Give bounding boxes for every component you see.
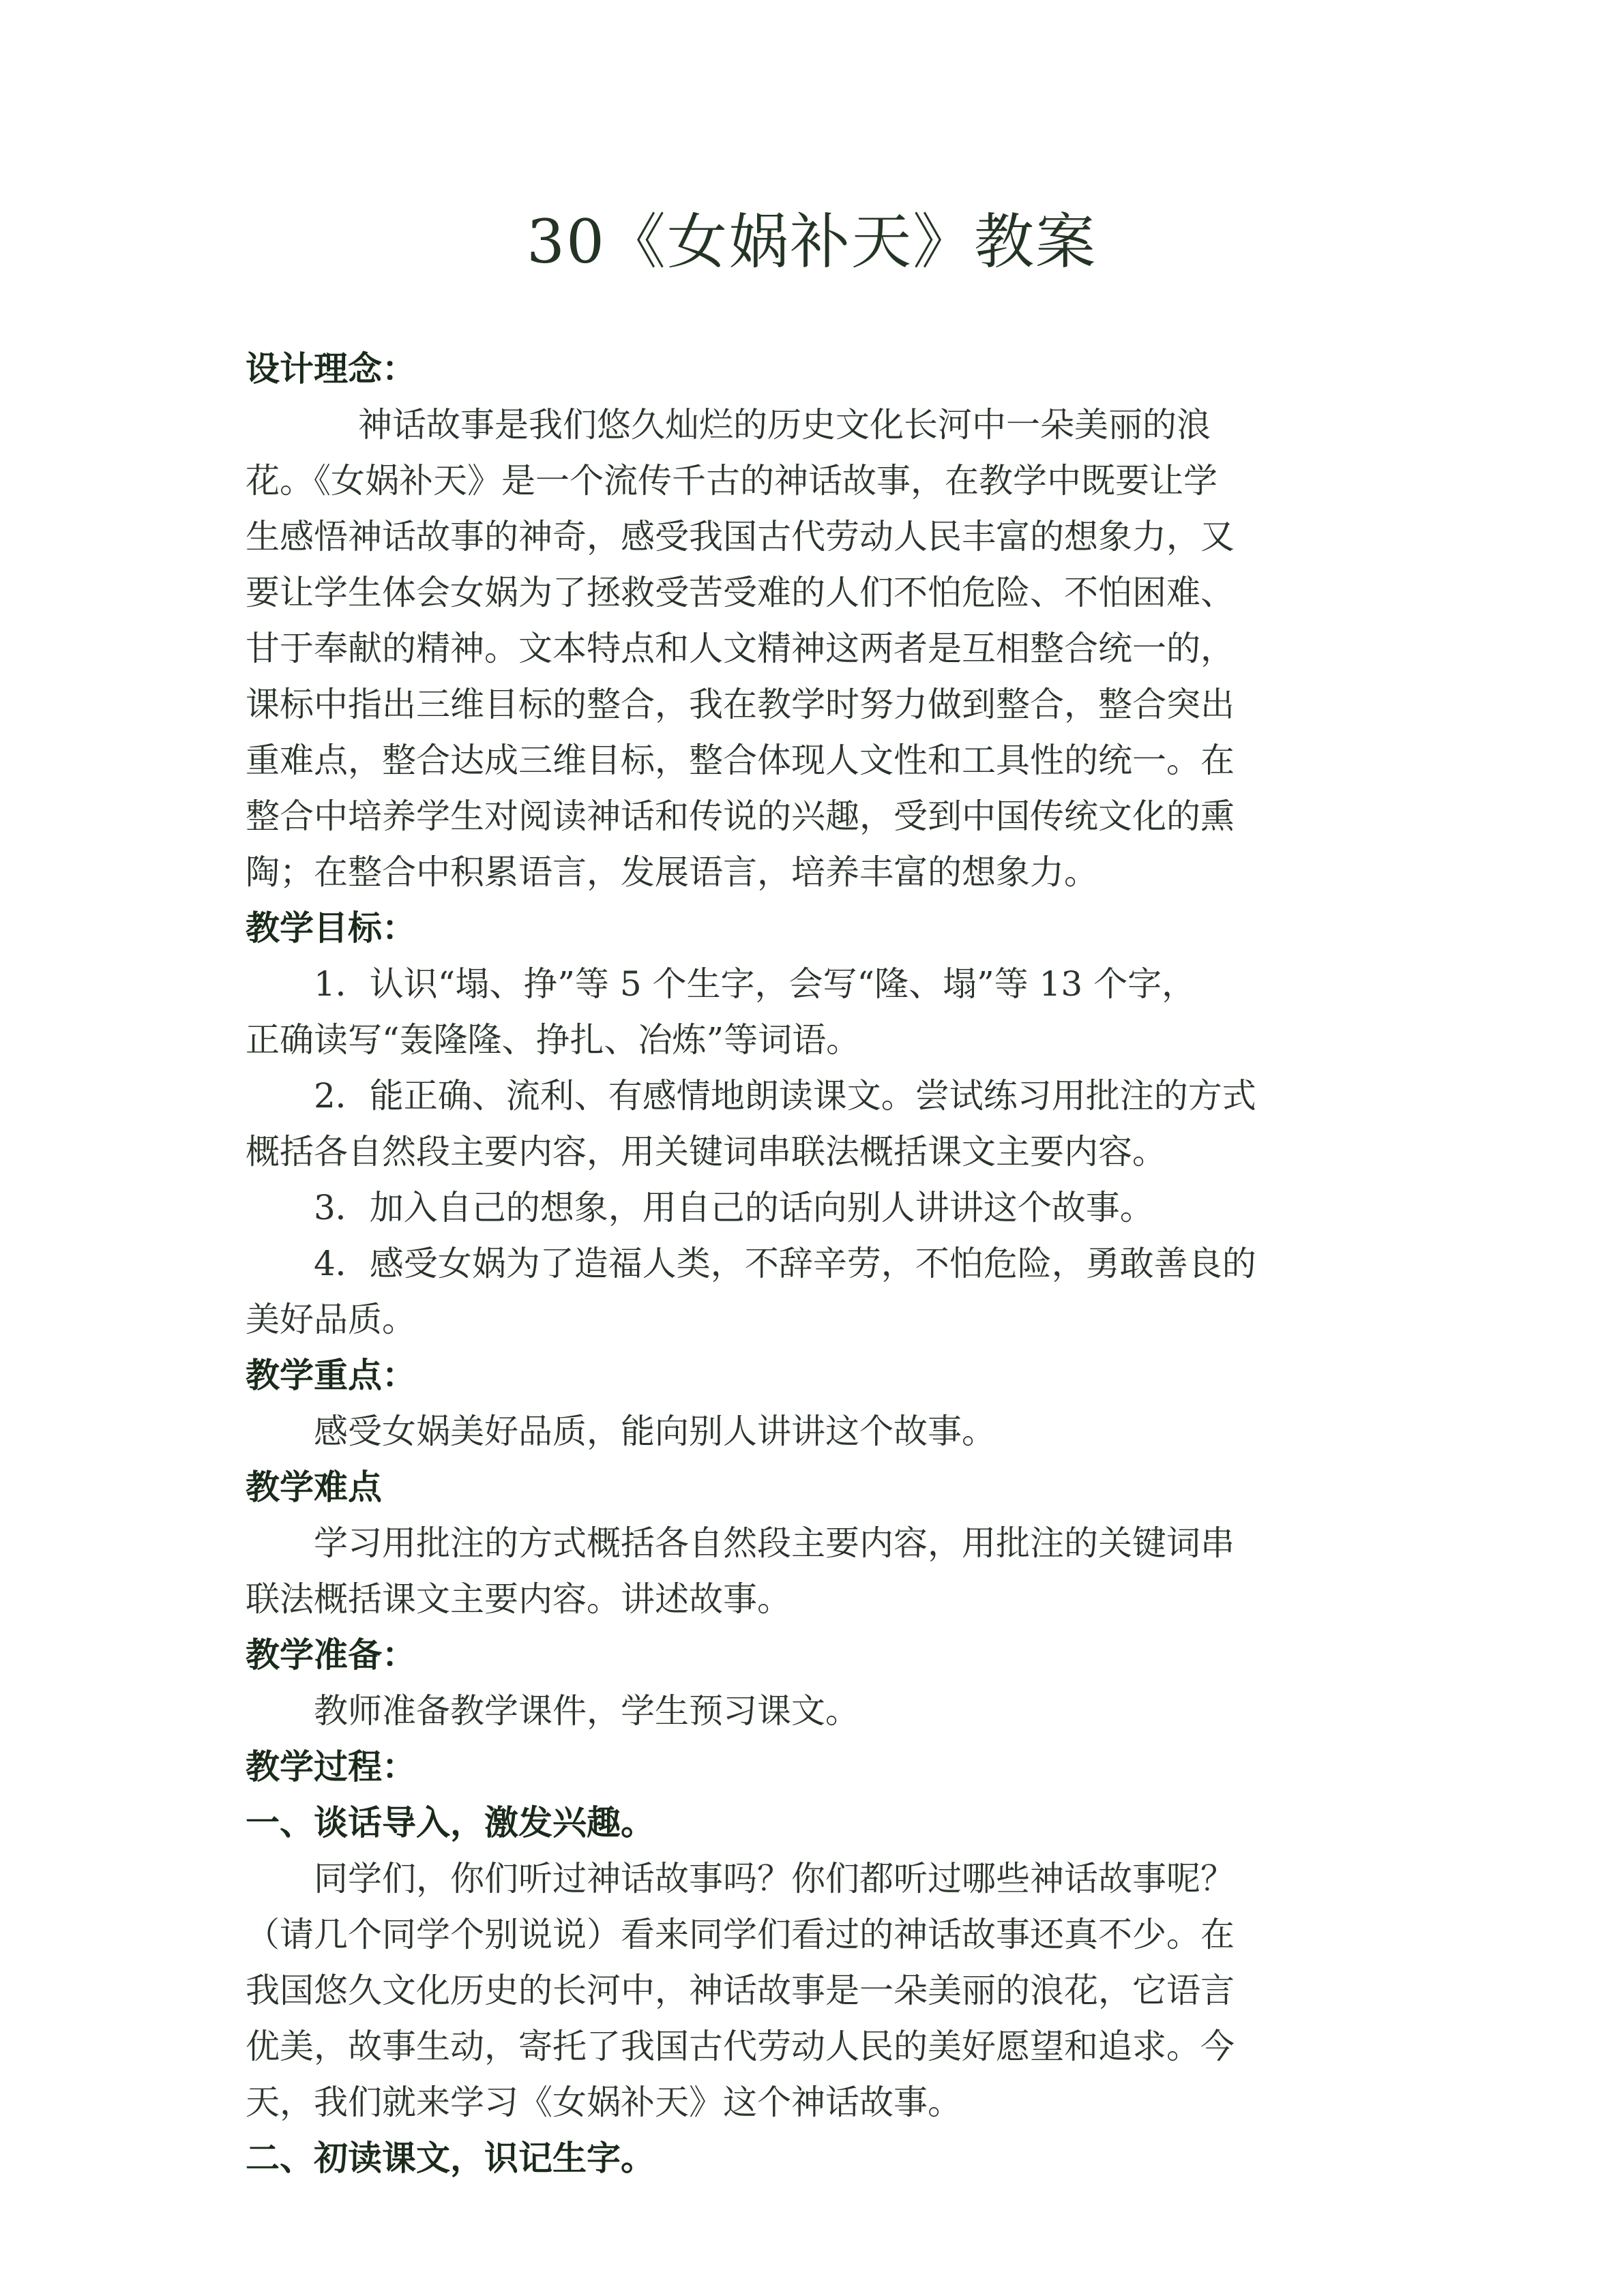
paragraph-line: 整合中培养学生对阅读神话和传说的兴趣，受到中国传统文化的熏 xyxy=(246,796,1235,836)
paragraph-line: 陶；在整合中积累语言，发展语言，培养丰富的想象力。 xyxy=(246,852,1098,892)
paragraph-line: 联法概括课文主要内容。讲述故事。 xyxy=(246,1579,791,1619)
paragraph-line: 生感悟神话故事的神奇，感受我国古代劳动人民丰富的想象力，又 xyxy=(246,517,1235,556)
paragraph-line: 学习用批注的方式概括各自然段主要内容，用批注的关键词串 xyxy=(314,1523,1235,1563)
paragraph-line: 同学们，你们听过神话故事吗？你们都听过哪些神话故事呢？ xyxy=(314,1859,1235,1898)
document-body xyxy=(246,341,1391,2186)
paragraph-line: 天，我们就来学习《女娲补天》这个神话故事。 xyxy=(246,2083,962,2122)
paragraph-line: 花。《女娲补天》是一个流传千古的神话故事，在教学中既要让学 xyxy=(246,461,1217,501)
paragraph-line: 美好品质。 xyxy=(246,1300,416,1339)
paragraph-line: 课标中指出三维目标的整合，我在教学时努力做到整合，整合突出 xyxy=(246,685,1235,724)
section-heading: 二、初读课文，识记生字。 xyxy=(246,2138,655,2178)
paragraph-line: 概括各自然段主要内容，用关键词串联法概括课文主要内容。 xyxy=(246,1132,1166,1172)
paragraph-line: 4．感受女娲为了造福人类，不辞辛劳，不怕危险，勇敢善良的 xyxy=(314,1244,1256,1283)
paragraph-line: 感受女娲美好品质，能向别人讲讲这个故事。 xyxy=(314,1412,996,1451)
paragraph-line: 1．认识“塌、挣”等 5 个生字，会写“隆、塌”等 13 个字， xyxy=(314,964,1196,1004)
paragraph-line: 教师准备教学课件，学生预习课文。 xyxy=(314,1691,859,1731)
section-heading: 设计理念： xyxy=(246,349,416,389)
document-title: 30《女娲补天》教案 xyxy=(527,207,1097,277)
paragraph-line: （请几个同学个别说说）看来同学们看过的神话故事还真不少。在 xyxy=(246,1915,1235,1954)
section-heading: 教学过程： xyxy=(246,1747,416,1787)
section-heading: 教学准备： xyxy=(246,1635,416,1675)
paragraph-line: 要让学生体会女娲为了拯救受苦受难的人们不怕危险、不怕困难、 xyxy=(246,573,1235,612)
section-heading: 教学难点 xyxy=(246,1467,382,1507)
section-heading: 一、谈话导入，激发兴趣。 xyxy=(246,1803,655,1843)
paragraph-line: 3．加入自己的想象，用自己的话向别人讲讲这个故事。 xyxy=(314,1188,1154,1227)
section-heading: 教学重点： xyxy=(246,1356,416,1395)
paragraph-line: 2．能正确、流利、有感情地朗读课文。尝试练习用批注的方式 xyxy=(314,1076,1256,1116)
paragraph-line: 神话故事是我们悠久灿烂的历史文化长河中一朵美丽的浪 xyxy=(358,405,1211,445)
paragraph-line: 我国悠久文化历史的长河中，神话故事是一朵美丽的浪花，它语言 xyxy=(246,1971,1235,2010)
paragraph-line: 重难点，整合达成三维目标，整合体现人文性和工具性的统一。在 xyxy=(246,741,1235,780)
paragraph-line: 正确读写“轰隆隆、挣扎、冶炼”等词语。 xyxy=(246,1020,861,1060)
paragraph-line: 甘于奉献的精神。文本特点和人文精神这两者是互相整合统一的， xyxy=(246,629,1235,668)
section-heading: 教学目标： xyxy=(246,908,416,948)
paragraph-line: 优美，故事生动，寄托了我国古代劳动人民的美好愿望和追求。今 xyxy=(246,2027,1235,2066)
